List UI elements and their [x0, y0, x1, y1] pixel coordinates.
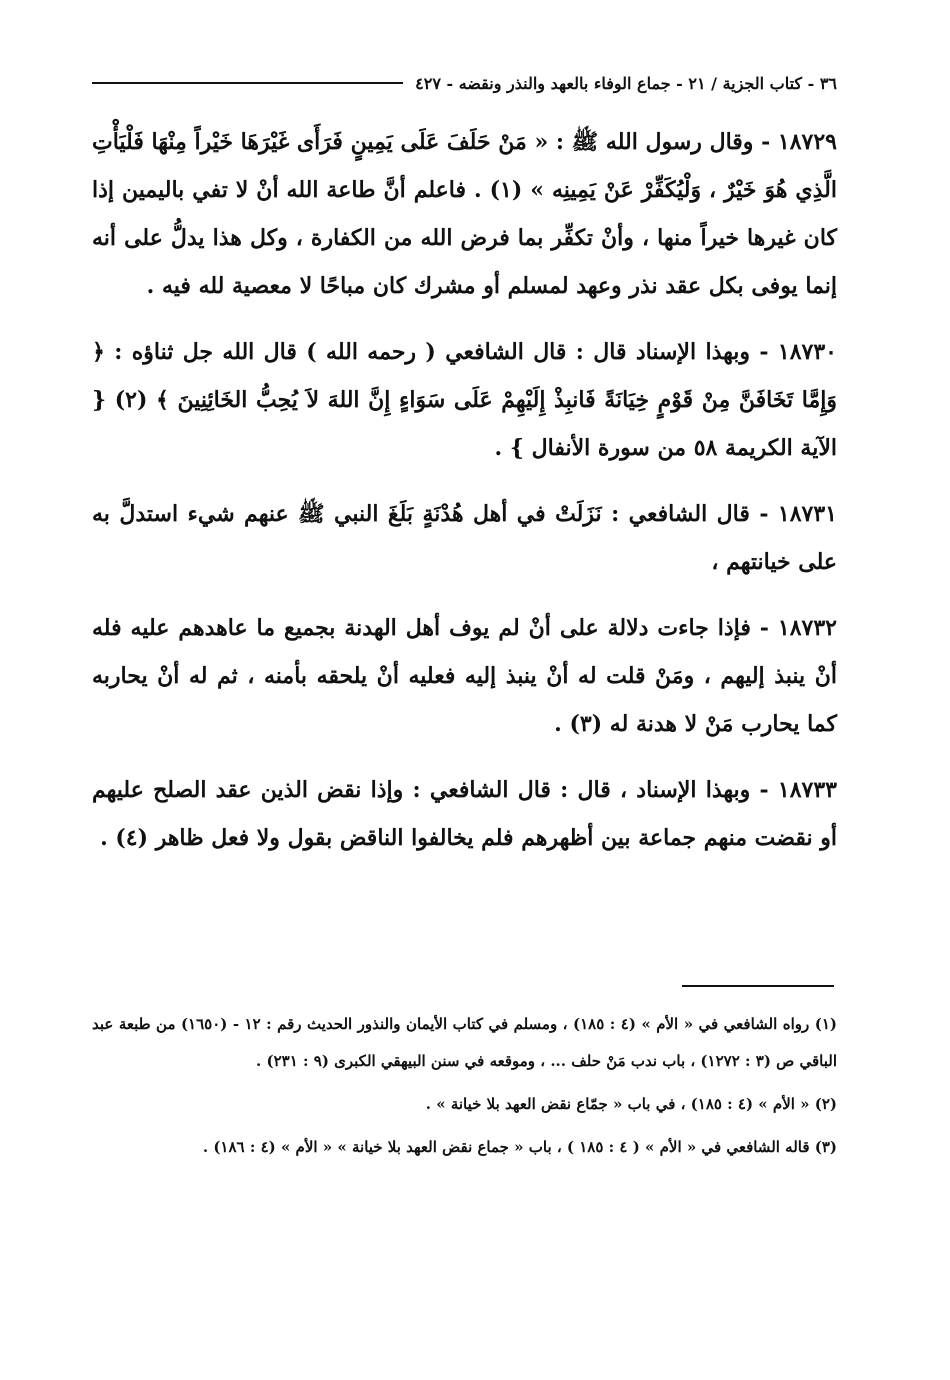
- footnote-1: (١) رواه الشافعي في « الأم » (٤ : ١٨٥) ، ومسلم في كتاب الأيمان والنذور الحديث رقم : ١٢ - (١٦٥٠) من طبعة عبد الباقي ص (٣ : ١٢٧٢) ، باب ندب مَنْ حلف ... ، وموقعه في سنن البيهقي الكبرى (٩ : ٢٣١) .: [92, 1015, 837, 1070]
- page-header: [92, 66, 837, 100]
- footnotes: [92, 1006, 837, 1172]
- running-title: ٣٦ - كتاب الجزية / ٢١ - جماع الوفاء بالعهد والنذر ونقضه - ٤٢٧: [415, 73, 837, 93]
- footnote-separator: [682, 985, 834, 987]
- footnote-2: (٢) « الأم » (٤ : ١٨٥) ، في باب « جمّاع نقض العهد بلا خيانة » .: [425, 1095, 837, 1113]
- header-rule: [92, 82, 403, 84]
- paragraph-18730: ١٨٧٣٠ - وبهذا الإسناد قال : قال الشافعي ( رحمه الله ) قال الله جل ثناؤه : ﴿ وَإِمَّا تَخَافَنَّ مِنْ قَوْمٍ خِيَانَةً فَانبِذْ إِلَيْهِمْ عَلَى سَوَاءٍ إِنَّ اللهَ لاَ يُحِبُّ الخَائِنِينَ ﴾ (٢) { الآية الكريمة ٥٨ من سورة الأنفال } .: [92, 339, 838, 461]
- paragraph-18731: ١٨٧٣١ - قال الشافعي : نَزَلَتْ في أهل هُدْنَةٍ بَلَغَ النبي ﷺ عنهم شيء استدلَّ به على خيانتهم ،: [92, 501, 837, 575]
- paragraph-18729: ١٨٧٢٩ - وقال رسول الله ﷺ : « مَنْ حَلَفَ عَلَى يَمِينٍ فَرَأَى غَيْرَهَا خَيْراً مِنْهَا فَلْيَأْتِ الَّذِي هُوَ خَيْرٌ ، وَلْيُكَفِّرْ عَنْ يَمِينِه » (١) . فاعلم أنَّ طاعة الله أنْ لا تفي باليمين إذا كان غيرها خيراً منها ، وأنْ تكفِّر بما فرض الله من الكفارة ، وكل هذا يدلُّ على أنه إنما يوفى بكل عقد نذر وعهد لمسلم أو مشرك كان مباحًا لا معصية لله فيه .: [92, 129, 837, 299]
- footnote-3: (٣) قاله الشافعي في « الأم » ( ٤ : ١٨٥ ) ، باب « جماع نقض العهد بلا خيانة » « الأم » (٤ : ١٨٦) .: [202, 1138, 837, 1156]
- main-text: [92, 118, 837, 880]
- paragraph-18732: ١٨٧٣٢ - فإذا جاءت دلالة على أنْ لم يوف أهل الهدنة بجميع ما عاهدهم عليه فله أنْ ينبذ إليهم ، ومَنْ قلت له أنْ ينبذ إليه فعليه أنْ يلحقه بأمنه ، ثم له أنْ يحاربه كما يحارب مَنْ لا هدنة له (٣) .: [92, 615, 837, 737]
- paragraph-18733: ١٨٧٣٣ - وبهذا الإسناد ، قال : قال الشافعي : وإذا نقض الذين عقد الصلح عليهم أو نقضت منهم جماعة بين أظهرهم فلم يخالفوا الناقض بقول ولا فعل ظاهر (٤) .: [92, 777, 837, 851]
